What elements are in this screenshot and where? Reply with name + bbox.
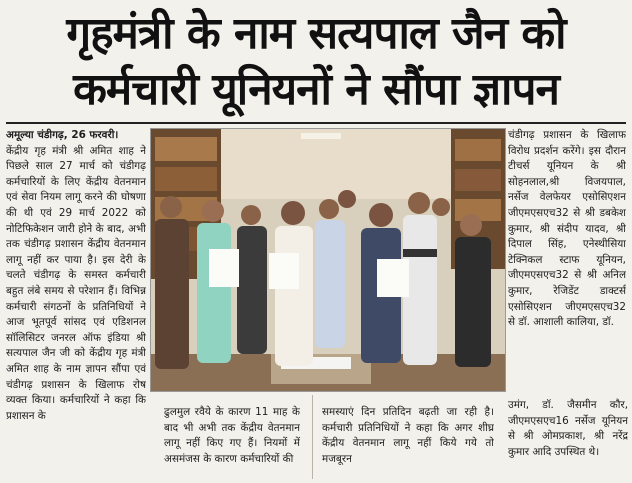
dateline: अमूल्या चंडीगढ़, 26 फरवरी। [6, 129, 119, 141]
article-bottom-column-3 [508, 398, 628, 478]
headline-rule [6, 122, 626, 124]
news-photo [150, 128, 506, 392]
headline-line-1: गृहमंत्री के नाम सत्यपाल जैन को [66, 8, 566, 59]
bottom-column-1-text: ढुलमुल रवैये के कारण 11 माह के बाद भी अभी तक केंद्रीय वेतनमान लागू नहीं किए गए हैं। नियमों में असमंजस के कारण कर्मचारियों की [164, 406, 300, 465]
headline-line-2: कर्मचारी यूनियनों ने सौंपा ज्ञापन [73, 64, 559, 115]
left-column-text: केंद्रीय गृह मंत्री श्री अमित शाह ने पिछले साल 27 मार्च को चंडीगढ़ कर्मचारियों के लिए केंद्रीय वेतनमान एवं सेवा नियम लागू करने की घोषणा की थी एवं 29 मार्च 2022 को नोटिफिकेशन जारी होने के बाद, अभी तक चंडीगढ़ प्रशासन केंद्रीय वेतनमान लागू नहीं कर पाया है। इस देरी के चलते चंडीगढ़ के समस्त कर्मचारी बहुत लंबे समय से परेशान हैं। विभिन्न कर्मचारी संगठनों के प्रतिनिधियों ने आज भूतपूर्व सांसद एवं एडिशनल सॉलिसिटर जनरल ऑफ इंडिया श्री सत्यपाल जैन जी को केंद्रीय गृह मंत्री अमित शाह के नाम ज्ञापन सौंपा एवं चंडीगढ़ प्रशासन के खिलाफ रोष व्यक्त किया। कर्मचारियों ने कहा कि प्रशासन के [6, 144, 146, 422]
article-bottom-column-1 [164, 405, 300, 479]
bottom-column-3-text: उमंग, डॉ. जैसमीन कौर, जीएमएसएच16 नर्सेज यूनियन से श्री ओमप्रकाश, श्री नरेंद्र कुमार आदि उपस्थित थे। [508, 399, 628, 458]
group-photo-illustration [151, 129, 505, 391]
column-divider [312, 395, 313, 479]
bottom-column-2-text: समस्याएं दिन प्रतिदिन बढ़ती जा रही है। कर्मचारी प्रतिनिधियों ने कहा कि अगर शीघ्र केंद्रीय वेतनमान लागू नहीं किये गये तो मजबूरन [322, 406, 494, 465]
article-left-column [6, 128, 146, 478]
right-column-text: चंडीगढ़ प्रशासन के खिलाफ विरोध प्रदर्शन करेंगे। इस दौरान टीचर्स यूनियन के श्री सोहनलाल,श्री विजयपाल, नर्सेज वेलफेयर एसोसिएशन जीएमएसएच32 से श्री डबकेश कुमार, श्री संदीप यादव, श्री दिपाल सिंह, एनेस्थीसिया टेक्निकल स्टाफ यूनियन, जीएमएसएच32 से श्री अनिल कुमार, रेजिडेंट डाक्टर्स एसोसिएशन जीएमएसएच32 से डॉ. आशाली कालिया, डॉ. [508, 129, 626, 329]
article-bottom-column-2 [322, 405, 494, 479]
